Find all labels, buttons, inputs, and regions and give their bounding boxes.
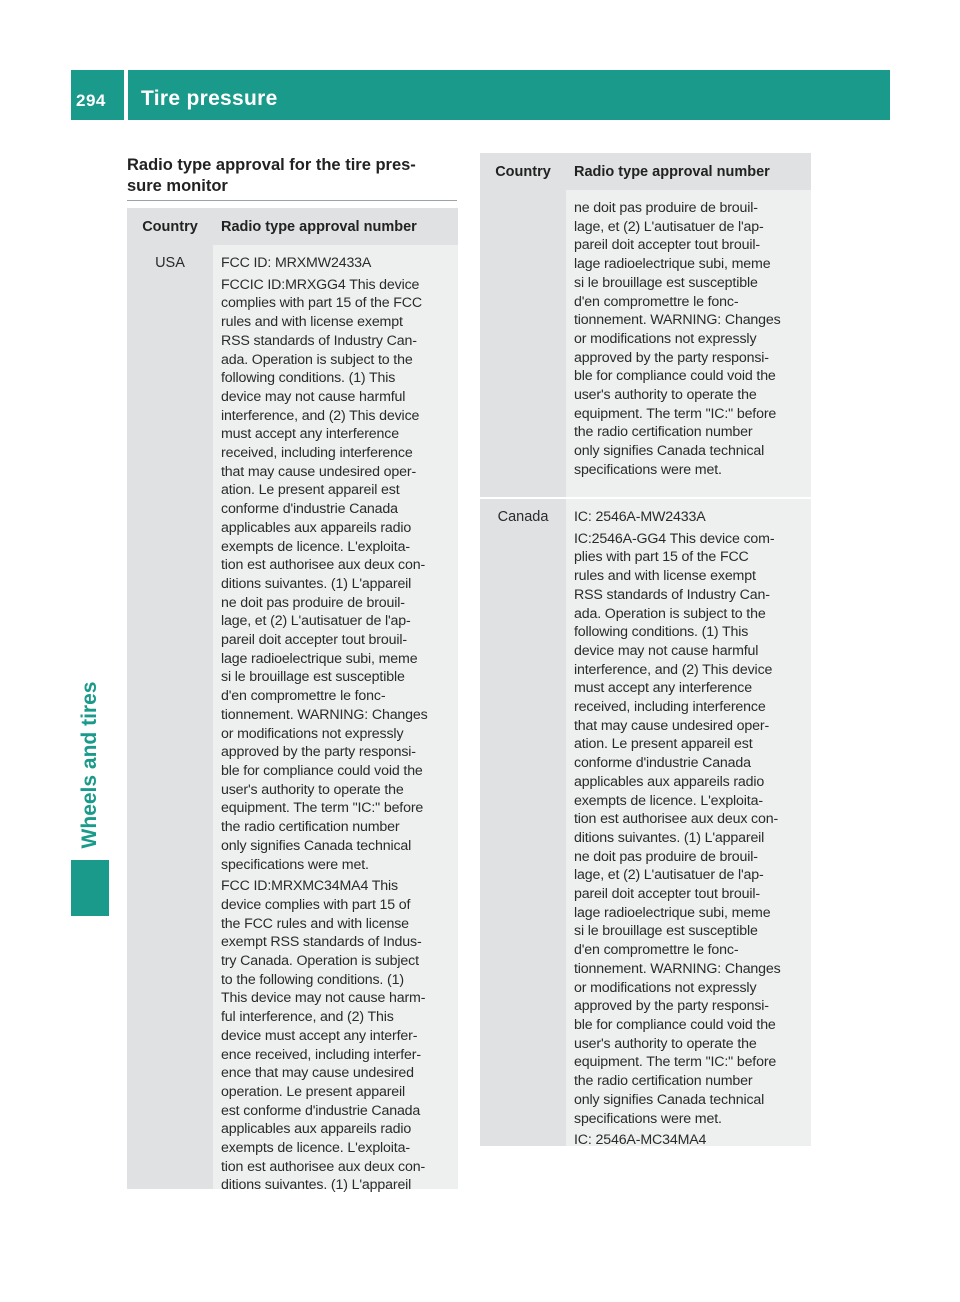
country-cell [480, 499, 566, 1146]
table-header-row [480, 153, 811, 190]
approval-paragraph: ne doit pas produire de brouil- lage, et (2) L'autisatuer de l'ap- pareil doit accepter tout brouil- lage radioelectrique subi, meme si le brouillage est susceptible d'en compromettre le fonc- tionnement. WARNING: Changes or modifications not expressly approved by the party responsi- ble for compliance could void the user's authority to operate the equipment. The term "IC:" before the radio certification number only signifies Canada technical specifications were met. [574, 200, 781, 478]
table-header-row [127, 208, 458, 245]
right-approval-table [480, 153, 811, 1149]
doc-title: Radio type approval for the tire pres- sure monitor [127, 156, 416, 195]
page-number: 294 [76, 91, 106, 110]
approval-paragraph: IC: 2546A-MC34MA4 [574, 1132, 707, 1149]
left-approval-table [127, 208, 458, 1194]
country-cell [480, 190, 566, 497]
approval-text-cell [566, 499, 811, 1149]
section-title: Tire pressure [141, 87, 278, 110]
header-country: Country [142, 218, 198, 235]
side-tab-marker [71, 860, 109, 916]
approval-text-cell [213, 245, 458, 1194]
table-row [480, 499, 811, 1149]
country-usa: USA [155, 255, 185, 271]
title-rule [127, 200, 457, 201]
country-cell [127, 245, 213, 1189]
header-approval-number: Radio type approval number [221, 218, 417, 235]
country-canada: Canada [497, 509, 549, 525]
header-approval-number: Radio type approval number [574, 163, 770, 180]
approval-paragraph: FCCIC ID:MRXGG4 This device complies with part 15 of the FCC rules and with license exempt RSS standards of Industry Can- ada. Operation is subject to the following conditions. (1) This device may not cause harmful interference, and (2) This device must accept any interference received, including interference that may cause undesired oper- ation. Le present appareil est conforme d'industrie Canada applicables aux appareils radio exempts de licence. L'exploita- tion est authorisee aux deux con- ditions suivantes. (1) L'appareil ne doit pas produire de brouil- lage, et (2) L'autisatuer de l'ap- pareil doit accepter tout brouil- lage radioelectrique subi, meme si le brouillage est susceptible d'en compromettre le fonc- tionnement. WARNING: Changes or modifications not expressly approved by the party responsi- ble for compliance could void the user's authority to operate the equipment. The term "IC:" before the radio certification number only signifies Canada technical specifications were met. [221, 276, 428, 873]
approval-paragraph: IC:2546A-GG4 This device com- plies with part 15 of the FCC rules and with license exempt RSS standards of Industry Can- ada. Operation is subject to the following conditions. (1) This device may not cause harmful interference, and (2) This device must accept any interference received, including interference that may cause undesired oper- ation. Le present appareil est conforme d'industrie Canada applicables aux appareils radio exempts de licence. L'exploita- tion est authorisee aux deux con- ditions suivantes. (1) L'appareil ne doit pas produire de brouil- lage, et (2) L'autisatuer de l'ap- pareil doit accepter tout brouil- lage radioelectrique subi, meme si le brouillage est susceptible d'en compromettre le fonc- tionnement. WARNING: Changes or modifications not expressly approved by the party responsi- ble for compliance could void the user's authority to operate the equipment. The term "IC:" before the radio certification number only signifies Canada technical specifications were met. [574, 530, 781, 1127]
approval-text-cell [566, 190, 811, 497]
side-tab-label: Wheels and tires [78, 681, 101, 849]
header-country: Country [495, 163, 551, 180]
table-row [480, 190, 811, 497]
approval-paragraph: IC: 2546A-MW2433A [574, 509, 706, 525]
header-divider [124, 70, 128, 120]
approval-paragraph: FCC ID:MRXMC34MA4 This device complies with part 15 of the FCC rules and with license exempt RSS standards of Indus- try Canada. Operation is subject to the following conditions. (1) This device may not cause harm- ful interference, and (2) This device must accept any interfer- ence received, including interfer- ence that may cause undesired operation. Le present appareil est conforme d'industrie Canada applicables aux appareils radio exempts de licence. L'exploita- tion est authorisee aux deux con- ditions suivantes. (1) L'appareil [221, 878, 426, 1194]
approval-paragraph: FCC ID: MRXMW2433A [221, 255, 372, 271]
table-row [127, 245, 458, 1194]
